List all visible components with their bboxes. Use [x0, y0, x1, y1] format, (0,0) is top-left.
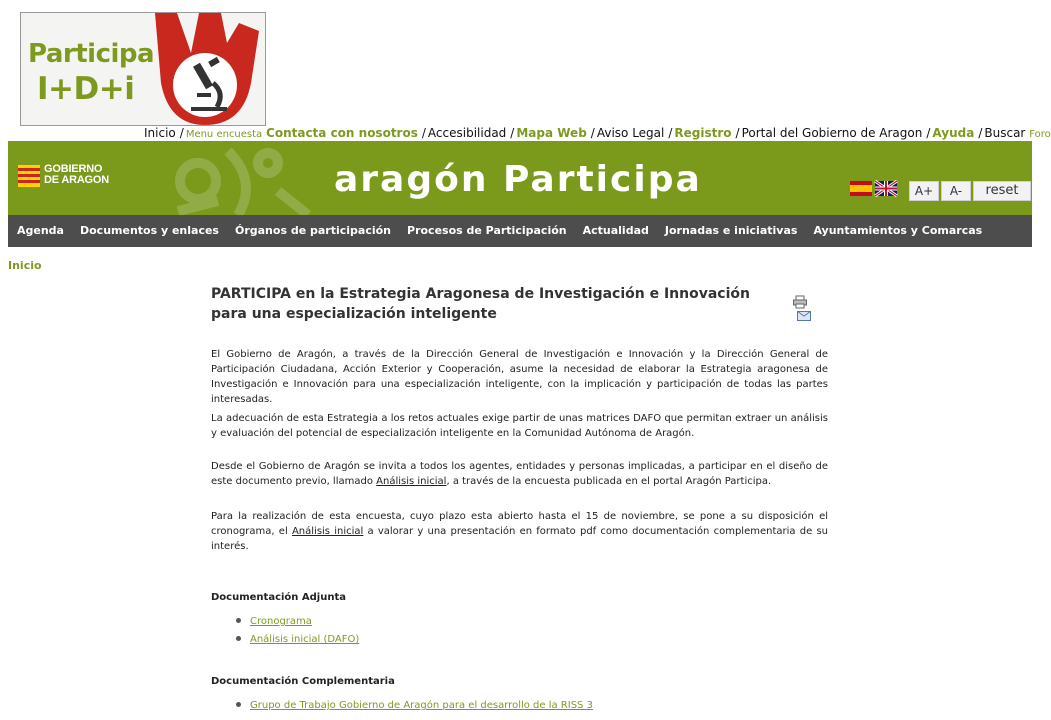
- nav-item-jornadas[interactable]: Jornadas e iniciativas: [664, 224, 798, 237]
- main-navigation: [8, 215, 1032, 247]
- logo-text-idi: I+D+i: [37, 71, 135, 107]
- link-foro[interactable]: Foro: [1029, 129, 1051, 140]
- page-title: PARTICIPA en la Estrategia Aragonesa de Investigación e Innovación para una especialización inteligente: [211, 286, 750, 322]
- nav-item-actualidad[interactable]: Actualidad: [582, 224, 649, 237]
- gobierno-aragon-logo-text[interactable]: [44, 164, 109, 186]
- p3-text-pre: Desde el Gobierno de Aragón se invita a todos los agentes, entidades y personas implicadas, a participar en el diseño de este documento previo, llamado: [211, 461, 828, 487]
- article-tools: [793, 296, 828, 324]
- email-icon[interactable]: [797, 311, 811, 321]
- separator: /: [668, 126, 673, 140]
- link-aviso-legal[interactable]: Aviso Legal: [596, 126, 665, 140]
- p4-text-post: a valorar y una presentación en formato pdf como documentación complementaria de su interés.: [211, 526, 828, 552]
- link-contacta[interactable]: Contacta con nosotros: [266, 126, 418, 140]
- separator: /: [978, 126, 983, 140]
- font-size-controls: [909, 181, 1033, 201]
- print-icon[interactable]: [793, 296, 807, 308]
- link-ayuda[interactable]: Ayuda: [932, 126, 975, 140]
- separator: /: [926, 126, 931, 140]
- link-portal-gobierno[interactable]: Portal del Gobierno de Aragon: [741, 126, 923, 140]
- separator: /: [510, 126, 515, 140]
- font-reset-button[interactable]: reset: [973, 181, 1031, 201]
- font-decrease-button[interactable]: A-: [941, 181, 971, 201]
- separator: /: [421, 126, 426, 140]
- nav-item-agenda[interactable]: Agenda: [17, 224, 64, 237]
- separator: /: [179, 126, 184, 140]
- language-flags: [850, 181, 900, 200]
- link-mapa-web[interactable]: Mapa Web: [516, 126, 587, 140]
- site-title: aragón Participa: [334, 159, 702, 200]
- spanish-flag-icon[interactable]: [850, 181, 872, 196]
- p3-text-post: , a través de la encuesta publicada en el portal Aragón Participa.: [446, 476, 772, 487]
- section-title-doc-complementaria: Documentación Complementaria: [211, 676, 395, 687]
- list-item: [236, 700, 593, 711]
- analisis-inicial-link[interactable]: Análisis inicial: [291, 526, 364, 537]
- nav-item-procesos[interactable]: Procesos de Participación: [407, 224, 567, 237]
- link-registro[interactable]: Registro: [674, 126, 732, 140]
- separator: /: [735, 126, 740, 140]
- article-content: [211, 284, 828, 711]
- list-item: [236, 616, 312, 627]
- grupo-trabajo-riss3-link[interactable]: Grupo de Trabajo Gobierno de Aragón para el desarrollo de la RISS 3: [250, 700, 593, 711]
- microscope-hand-icon: [147, 13, 267, 127]
- section-title-doc-adjunta: Documentación Adjunta: [211, 592, 346, 603]
- link-menu-encuesta[interactable]: Menu encuesta: [185, 129, 263, 140]
- uk-flag-icon[interactable]: [875, 181, 897, 196]
- aragon-coat-of-arms-icon: [18, 165, 40, 187]
- breadcrumb[interactable]: Inicio: [8, 259, 42, 272]
- gobierno-line1: GOBIERNO: [44, 163, 103, 175]
- gobierno-line2: DE ARAGON: [44, 174, 110, 186]
- participa-idi-logo[interactable]: [20, 12, 266, 126]
- paragraph-adecuacion: La adecuación de esta Estrategia a los retos actuales exige partir de unas matrices DAFO que permitan extraer un análisis y evaluación del potencial de especialización inteligente en la Comunidad Autónoma de Aragón.: [211, 413, 828, 439]
- nav-item-ayuntamientos[interactable]: Ayuntamientos y Comarcas: [813, 224, 983, 237]
- analisis-inicial-link[interactable]: Análisis inicial: [376, 476, 447, 487]
- link-buscar[interactable]: Buscar: [984, 126, 1026, 140]
- logo-text-participa: Participa: [28, 39, 155, 69]
- site-banner: [8, 141, 1032, 215]
- link-accesibilidad[interactable]: Accesibilidad: [427, 126, 507, 140]
- analisis-inicial-dafo-link[interactable]: Análisis inicial (DAFO): [250, 634, 360, 645]
- paragraph-intro: El Gobierno de Aragón, a través de la Dirección General de Investigación e Innovación y la Dirección General de Participación Ciudadana, Acción Exterior y Cooperación, asume la necesidad de elaborar la Estrategia aragonesa de Investigación e Innovación para una especialización inteligente, con la implicación y participación de todas las partes interesadas.: [211, 349, 828, 405]
- nav-item-organos[interactable]: Órganos de participación: [234, 224, 392, 237]
- link-inicio[interactable]: Inicio: [144, 126, 176, 140]
- list-item: [236, 634, 359, 645]
- cronograma-link[interactable]: Cronograma: [250, 616, 312, 627]
- font-increase-button[interactable]: A+: [909, 181, 939, 201]
- nav-item-documentos[interactable]: Documentos y enlaces: [79, 224, 219, 237]
- top-utility-links: [144, 126, 1051, 140]
- paragraph-plazo: [211, 509, 828, 554]
- paragraph-invitacion: [211, 459, 828, 489]
- p4-text-pre: Para la realización de esta encuesta, cuyo plazo esta abierto hasta el 15 de noviembre, se pone a su disposición el cronograma, el: [211, 511, 828, 537]
- separator: /: [590, 126, 595, 140]
